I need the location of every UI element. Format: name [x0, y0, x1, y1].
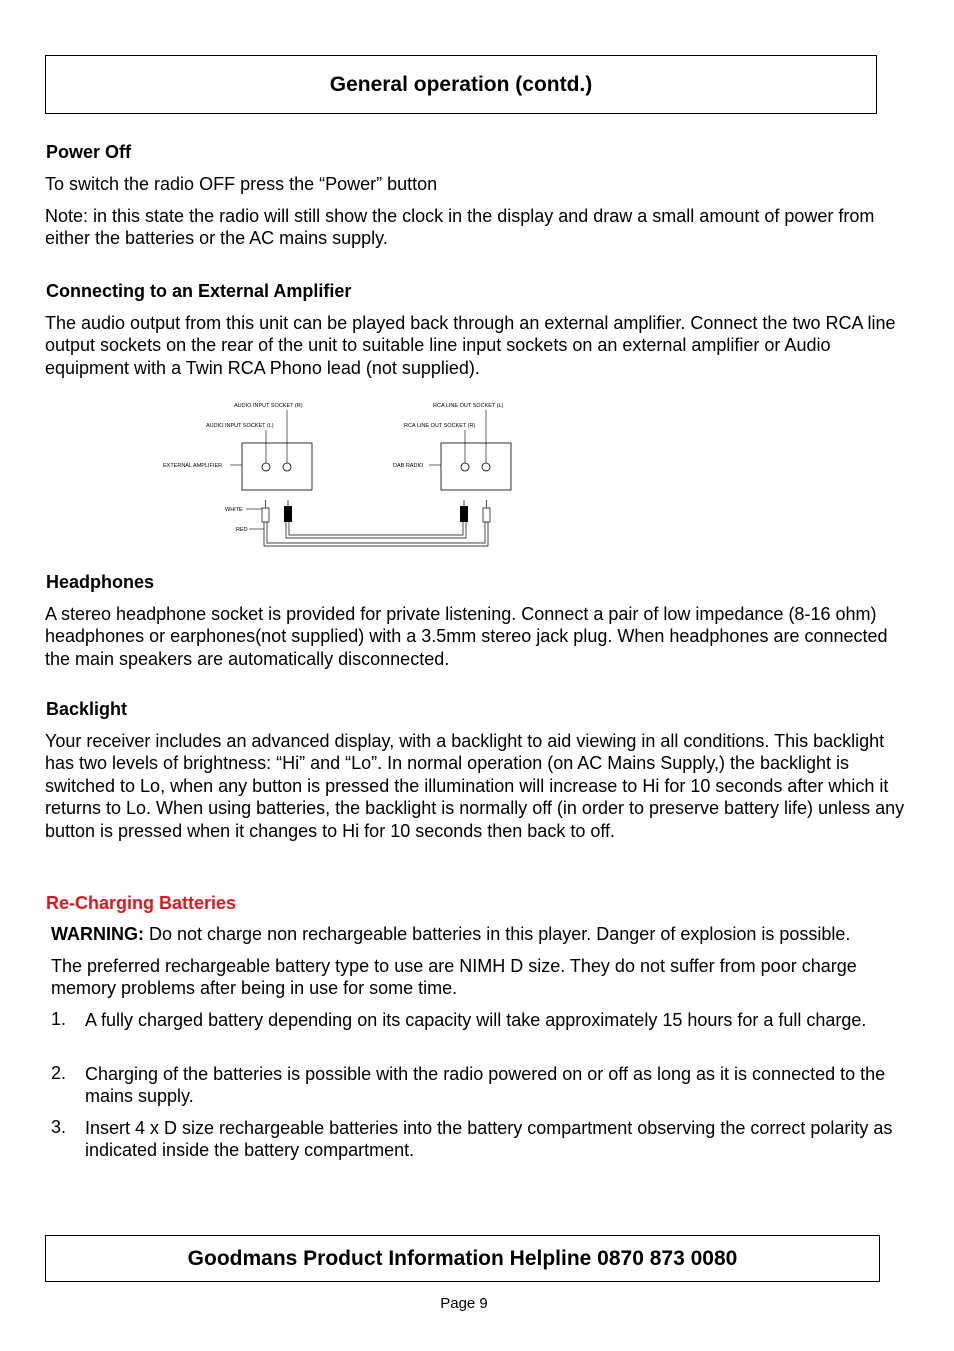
page-number: Page 9: [440, 1295, 488, 1312]
label-rca-line-out-l: RCA LINE OUT SOCKET (L): [433, 403, 504, 409]
headphones-text: A stereo headphone socket is provided for private listening. Connect a pair of low impedance (8-16 ohm) headphones or earphones(not supplied) with a 3.5mm stereo jack plug. When headphones are connected the main speakers are automatically disconnected.: [45, 604, 888, 669]
page-title: General operation (contd.): [329, 72, 593, 96]
headphones-heading: Headphones: [46, 572, 155, 592]
list-item-3-text: Insert 4 x D size rechargeable batteries into the battery compartment observing the correct polarity as indicated inside the battery compartment.: [85, 1118, 893, 1161]
twin-rca-cable: [264, 522, 488, 546]
plug-red-amp: [284, 500, 292, 522]
warning-paragraph: [51, 923, 921, 945]
backlight-text: Your receiver includes an advanced display, with a backlight to aid viewing in all conditions. This backlight has two levels of brightness: “Hi” and “Lo”. In normal operation (on AC Mains Supply,) the backlight is switched to Lo, when any button is pressed the illumination will increase to Hi for 10 seconds after which it returns to Lo. When using batteries, the backlight is normally off (in order to preserve battery life) unless any button is pressed when it changes to Hi for 10 seconds then back to off.: [45, 731, 905, 841]
label-rca-line-out-r: RCA LINE OUT SOCKET (R): [404, 423, 476, 429]
warning-label: WARNING:: [51, 924, 144, 944]
label-audio-input-r: AUDIO INPUT SOCKET (R): [234, 403, 303, 409]
label-external-amplifier: EXTERNAL AMPLIFIER: [163, 463, 223, 469]
label-audio-input-l: AUDIO INPUT SOCKET (L): [206, 423, 274, 429]
warning-text: Do not charge non rechargeable batteries in this player. Danger of explosion is possible.: [144, 924, 851, 944]
connection-diagram: [150, 395, 530, 555]
backlight-heading: Backlight: [46, 699, 128, 719]
amp-socket-left: [262, 463, 270, 471]
radio-socket-right: [482, 463, 490, 471]
list-item-2-text: Charging of the batteries is possible with the radio powered on or off as long as it is connected to the mains supply.: [85, 1064, 886, 1107]
label-red: RED: [236, 527, 248, 533]
amplifier-box: [242, 443, 312, 490]
amp-socket-right: [283, 463, 291, 471]
list-item-1-number: 1.: [51, 1009, 67, 1029]
plug-white-radio: [483, 500, 490, 522]
power-off-heading: Power Off: [46, 142, 132, 162]
battery-type-text: The preferred rechargeable battery type to use are NIMH D size. They do not suffer from poor charge memory problems after being in use for some time.: [51, 956, 857, 999]
plug-white-amp: [262, 500, 269, 522]
amplifier-text: The audio output from this unit can be played back through an external amplifier. Connect the two RCA line output sockets on the rear of the unit to suitable line input sockets on an external amplifier or Audio equipment with a Twin RCA Phono lead (not supplied).: [45, 313, 896, 378]
list-item-2-number: 2.: [51, 1063, 67, 1083]
power-off-text: To switch the radio OFF press the “Power” button: [45, 174, 438, 194]
dab-radio-box: [441, 443, 511, 490]
list-item-1-text: A fully charged battery depending on its capacity will take approximately 15 hours for a full charge.: [85, 1010, 867, 1030]
plug-red-radio: [460, 500, 468, 522]
label-white: WHITE: [225, 507, 243, 513]
radio-socket-left: [461, 463, 469, 471]
page-title-box: [45, 55, 877, 114]
label-dab-radio: DAB RADIO: [393, 463, 424, 469]
helpline-text: Goodmans Product Information Helpline 0870 873 0080: [187, 1246, 738, 1270]
power-off-note: Note: in this state the radio will still show the clock in the display and draw a small amount of power from either the batteries or the AC mains supply.: [45, 206, 875, 249]
list-item-3-number: 3.: [51, 1117, 67, 1137]
helpline-box: [45, 1235, 880, 1282]
amplifier-heading: Connecting to an External Amplifier: [46, 281, 352, 301]
recharging-heading: Re-Charging Batteries: [46, 893, 237, 913]
